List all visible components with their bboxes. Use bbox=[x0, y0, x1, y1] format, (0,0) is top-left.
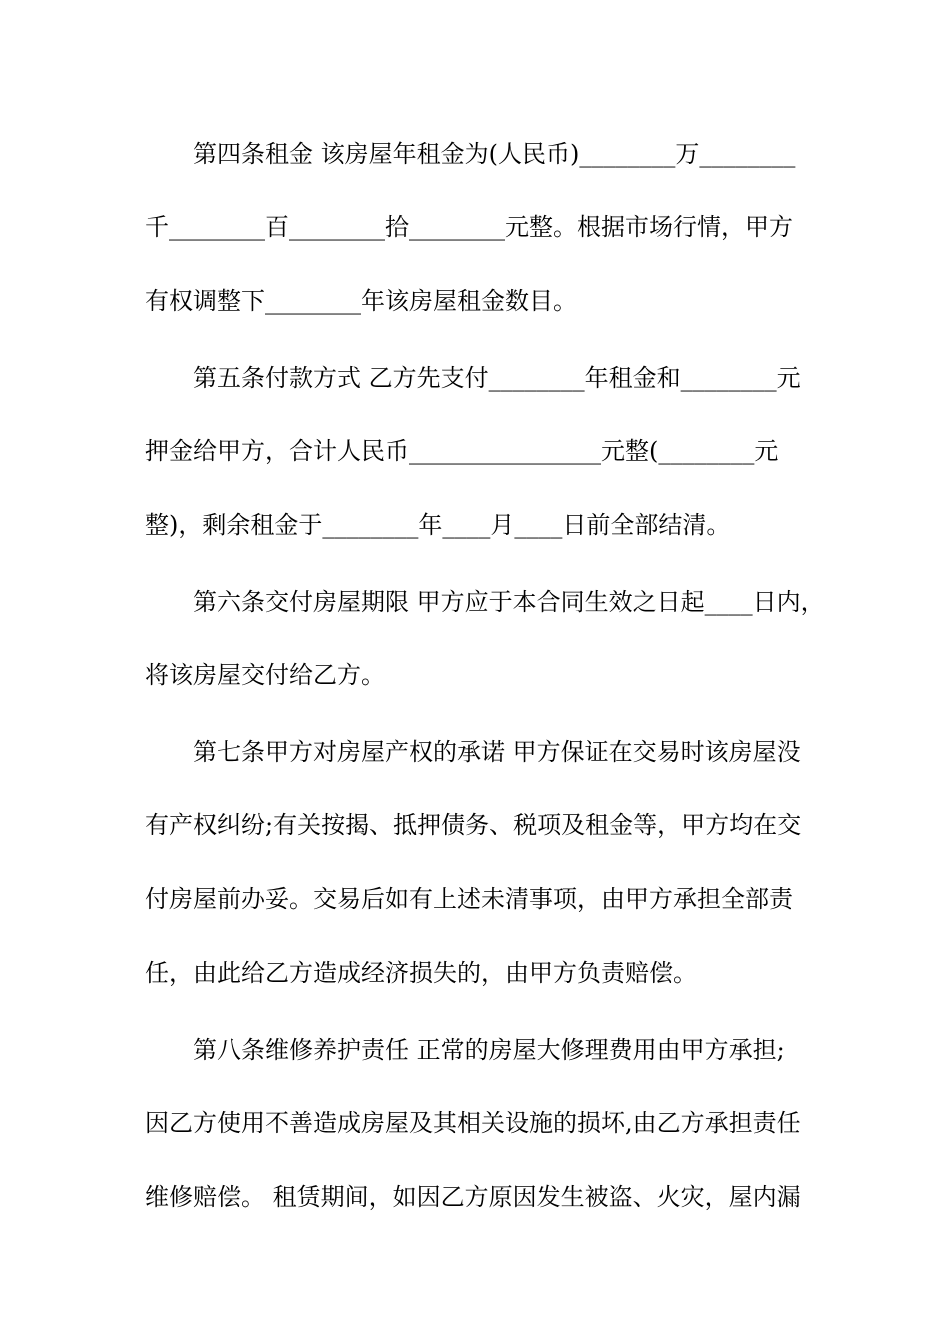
clause-6-line-1: 第六条交付房屋期限 甲方应于本合同生效之日起____日内， bbox=[193, 588, 825, 616]
clause-8-line-2: 因乙方使用不善造成房屋及其相关设施的损坏,由乙方承担责任 bbox=[145, 1109, 801, 1137]
clause-8-line-1: 第八条维修养护责任 正常的房屋大修理费用由甲方承担; bbox=[193, 1036, 785, 1064]
clause-7-line-3: 付房屋前办妥。交易后如有上述未清事项，由甲方承担全部责 bbox=[145, 885, 793, 913]
clause-8-line-3: 维修赔偿。 租赁期间，如因乙方原因发生被盗、火灾，屋内漏 bbox=[145, 1183, 801, 1211]
clause-5-line-1: 第五条付款方式 乙方先支付________年租金和________元 bbox=[193, 364, 801, 392]
clause-7-line-1: 第七条甲方对房屋产权的承诺 甲方保证在交易时该房屋没 bbox=[193, 738, 801, 766]
clause-4-line-3: 有权调整下________年该房屋租金数目。 bbox=[145, 287, 577, 315]
clause-5-line-2: 押金给甲方，合计人民币________________元整(________元 bbox=[145, 437, 779, 465]
clause-4-line-2: 千________百________拾________元整。根据市场行情，甲方 bbox=[145, 213, 793, 241]
clause-6-line-2: 将该房屋交付给乙方。 bbox=[145, 661, 385, 689]
clause-7-line-4: 任，由此给乙方造成经济损失的，由甲方负责赔偿。 bbox=[145, 959, 697, 987]
clause-4-line-1: 第四条租金 该房屋年租金为(人民币)________万________ bbox=[193, 140, 796, 168]
clause-5-line-3: 整)，剩余租金于________年____月____日前全部结清。 bbox=[145, 511, 731, 539]
clause-7-line-2: 有产权纠纷;有关按揭、抵押债务、税项及租金等，甲方均在交 bbox=[145, 811, 802, 839]
